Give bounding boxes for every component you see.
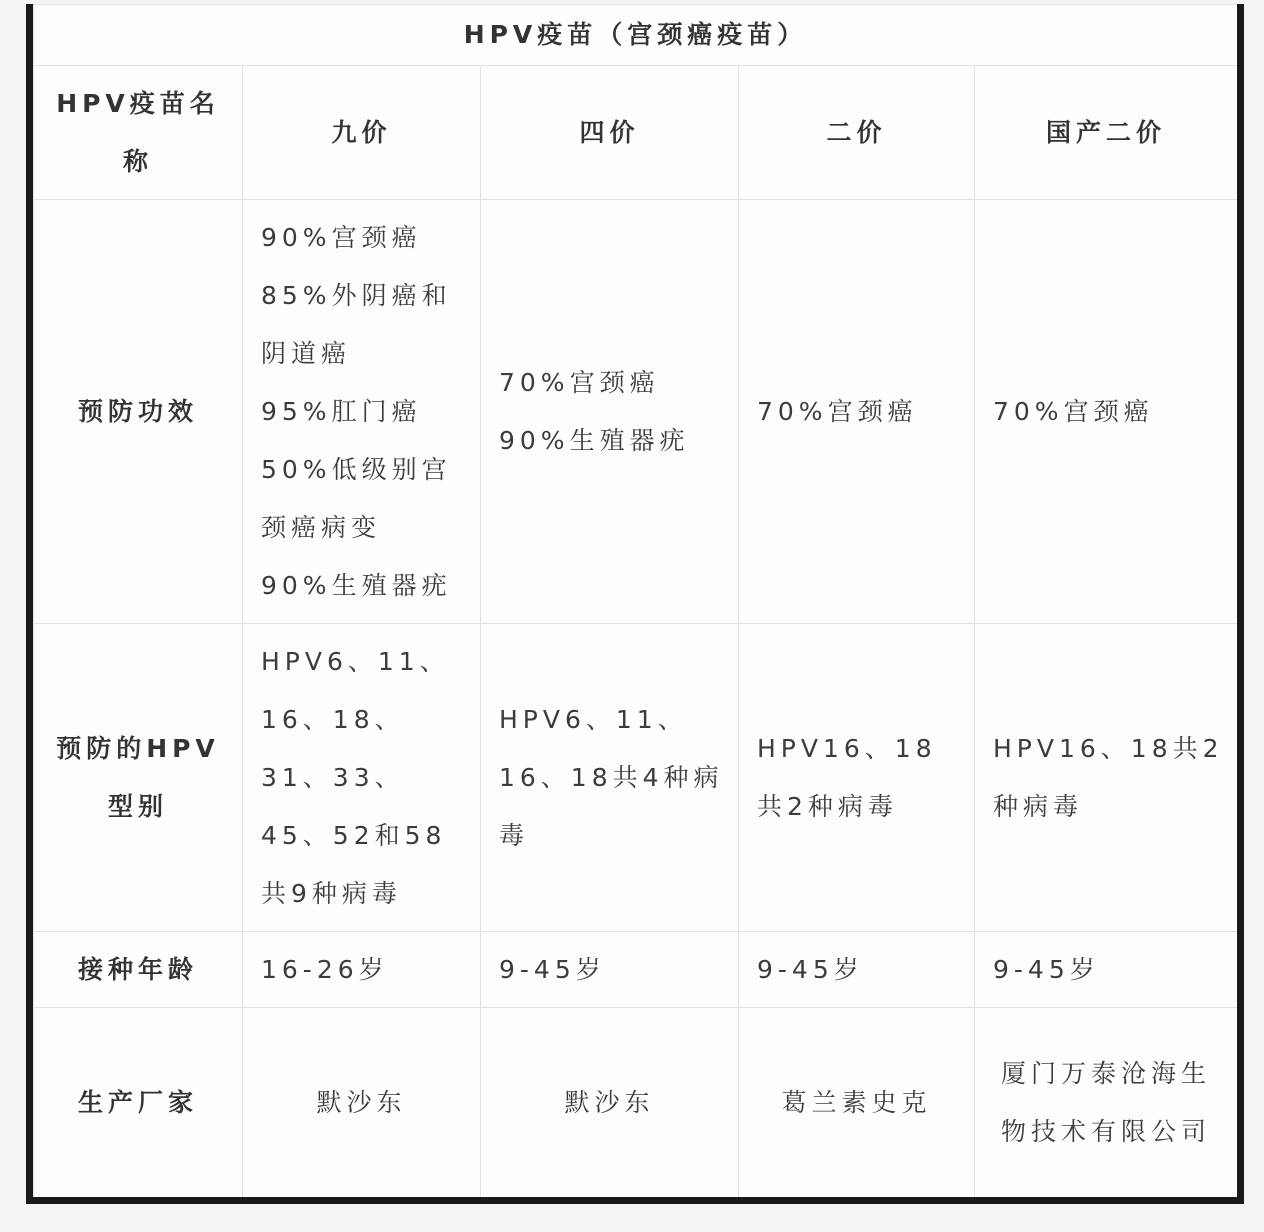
hpv-types-two-valent: HPV16、18共2种病毒 xyxy=(739,624,975,932)
efficacy-nine-valent xyxy=(243,200,481,624)
efficacy-label: 预防功效 xyxy=(34,200,243,624)
efficacy-two-valent xyxy=(739,200,975,624)
vaccine-name-header: HPV疫苗名称 xyxy=(34,66,243,200)
column-header-domestic-two-valent: 国产二价 xyxy=(975,66,1238,200)
column-header-two-valent: 二价 xyxy=(739,66,975,200)
age-two-valent: 9-45岁 xyxy=(739,932,975,1008)
header-row xyxy=(34,66,1238,200)
efficacy-row xyxy=(34,200,1238,624)
age-label: 接种年龄 xyxy=(34,932,243,1008)
efficacy-four-valent xyxy=(481,200,739,624)
page-bottom-strip xyxy=(0,1204,1264,1232)
age-four-valent: 9-45岁 xyxy=(481,932,739,1008)
manufacturer-label: 生产厂家 xyxy=(34,1008,243,1199)
efficacy-item: 70%宫颈癌 xyxy=(757,396,918,426)
efficacy-item: 70%宫颈癌 xyxy=(499,367,660,397)
manufacturer-row xyxy=(34,1008,1238,1199)
column-header-nine-valent: 九价 xyxy=(243,66,481,200)
age-row xyxy=(34,932,1238,1008)
hpv-types-label: 预防的HPV型别 xyxy=(34,624,243,932)
manufacturer-four-valent: 默沙东 xyxy=(481,1008,739,1199)
hpv-vaccine-table xyxy=(33,4,1238,1199)
efficacy-item: 90%生殖器疣 xyxy=(499,425,690,455)
table-title: HPV疫苗（宫颈癌疫苗） xyxy=(34,5,1238,66)
manufacturer-domestic-two-valent: 厦门万泰沧海生物技术有限公司 xyxy=(975,1008,1238,1199)
hpv-types-four-valent: HPV6、11、16、18共4种病毒 xyxy=(481,624,739,932)
hpv-table-frame xyxy=(26,4,1244,1204)
title-row xyxy=(34,5,1238,66)
hpv-types-nine-valent: HPV6、11、16、18、31、33、45、52和58共9种病毒 xyxy=(243,624,481,932)
age-domestic-two-valent: 9-45岁 xyxy=(975,932,1238,1008)
hpv-types-domestic-two-valent: HPV16、18共2种病毒 xyxy=(975,624,1238,932)
hpv-types-row xyxy=(34,624,1238,932)
age-nine-valent: 16-26岁 xyxy=(243,932,481,1008)
efficacy-item: 90%宫颈癌 xyxy=(261,222,422,252)
efficacy-item: 95%肛门癌 xyxy=(261,396,422,426)
efficacy-item: 85%外阴癌和阴道癌 xyxy=(261,280,452,368)
efficacy-item: 70%宫颈癌 xyxy=(993,396,1154,426)
efficacy-item: 50%低级别宫颈癌病变 xyxy=(261,454,452,542)
efficacy-item: 90%生殖器疣 xyxy=(261,570,452,600)
efficacy-domestic-two-valent xyxy=(975,200,1238,624)
column-header-four-valent: 四价 xyxy=(481,66,739,200)
manufacturer-two-valent: 葛兰素史克 xyxy=(739,1008,975,1199)
manufacturer-nine-valent: 默沙东 xyxy=(243,1008,481,1199)
